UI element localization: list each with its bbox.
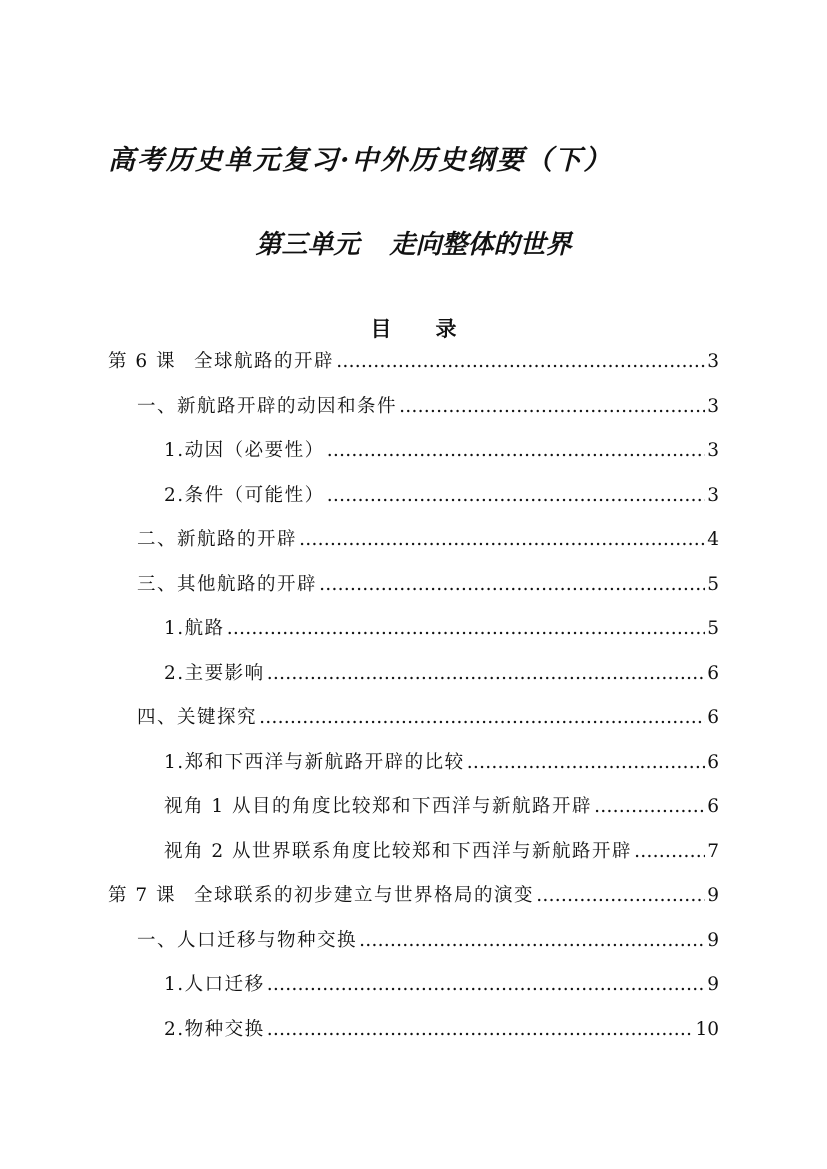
toc-leader-dots (267, 974, 706, 995)
toc-leader-dots (336, 351, 705, 372)
toc-entry[interactable] (164, 792, 719, 822)
toc-leader-dots (227, 618, 706, 639)
toc-entry-text (164, 436, 325, 462)
toc-page-number: 5 (707, 618, 719, 639)
toc-entry[interactable] (108, 347, 719, 377)
toc-entry-text (137, 703, 257, 729)
toc-page-number: 9 (707, 974, 719, 995)
toc-entry-text (137, 392, 397, 418)
toc-page-number: 6 (707, 707, 719, 728)
toc-page-number: 10 (695, 1018, 719, 1040)
toc-entry[interactable] (164, 659, 719, 689)
toc-page-number: 9 (707, 929, 719, 951)
toc-page-number: 6 (707, 796, 719, 817)
toc-entry-label: 第 6 课 (108, 351, 177, 372)
unit-title (0, 224, 827, 261)
toc-page-number: 3 (707, 395, 719, 417)
toc-entry-text (137, 926, 357, 952)
toc-entry-title: 二、新航路的开辟 (137, 529, 298, 550)
toc-leader-dots (267, 1019, 694, 1040)
main-title: 高考历史单元复习·中外历史纲要（下） (108, 145, 613, 176)
toc-page-number: 5 (707, 573, 719, 595)
toc-entry[interactable] (137, 703, 719, 733)
toc-page-number: 6 (707, 662, 719, 684)
toc-entry-title: 1.人口迁移 (164, 974, 265, 995)
toc-page-number: 7 (707, 840, 719, 862)
toc-heading-char-1: 目 (370, 316, 392, 341)
toc-page-number: 3 (707, 440, 719, 461)
toc-entry[interactable] (164, 837, 719, 867)
toc-leader-dots (267, 663, 706, 684)
toc-page-number: 9 (707, 885, 719, 906)
toc-entry-title: 四、关键探究 (137, 707, 258, 728)
toc-leader-dots (634, 841, 705, 862)
toc-entry-text (164, 748, 465, 774)
toc-entry[interactable] (108, 881, 719, 911)
toc-entry-title: 1.郑和下西洋与新航路开辟的比较 (164, 751, 465, 773)
toc-leader-dots (299, 529, 705, 550)
toc-entry-title: 1.航路 (164, 618, 225, 639)
toc-heading-char-2: 录 (435, 316, 457, 341)
toc-entry-text (164, 614, 225, 640)
toc-entry-text (164, 970, 265, 996)
unit-name: 走向整体的世界 (389, 230, 572, 260)
toc-entry[interactable] (164, 748, 719, 778)
toc-entry[interactable] (164, 481, 719, 511)
toc-entry-title: 2.物种交换 (164, 1018, 265, 1040)
toc-leader-dots (259, 707, 705, 728)
toc-entry-text (164, 1015, 265, 1041)
toc-page-number: 4 (707, 529, 719, 550)
toc-entry[interactable] (137, 570, 719, 600)
toc-entry-title: 全球航路的开辟 (194, 351, 335, 372)
toc-entry-title: 1.动因（必要性） (164, 440, 325, 461)
toc-leader-dots (319, 574, 705, 595)
toc-entry[interactable] (164, 614, 719, 644)
toc-leader-dots (327, 440, 706, 461)
toc-heading (0, 313, 827, 343)
toc-entry[interactable] (137, 392, 719, 422)
toc-entry-text (164, 659, 265, 685)
toc-entry-text (137, 525, 297, 551)
toc-entry[interactable] (137, 525, 719, 555)
toc-entry-title: 2.主要影响 (164, 662, 265, 684)
toc-entry-label: 第 7 课 (108, 885, 177, 906)
toc-entry-text (137, 570, 317, 596)
toc-page-number: 3 (707, 351, 719, 372)
toc-entry-title: 一、新航路开辟的动因和条件 (137, 395, 398, 417)
toc-entry-text (108, 881, 534, 907)
toc-entry-title: 一、人口迁移与物种交换 (137, 929, 358, 951)
toc-entry[interactable] (137, 926, 719, 956)
toc-entry-title: 视角 1 从目的角度比较郑和下西洋与新航路开辟 (164, 796, 593, 817)
toc-entry-title: 全球联系的初步建立与世界格局的演变 (194, 885, 535, 906)
unit-number: 第三单元 (255, 230, 360, 260)
toc-entry-title: 2.条件（可能性） (164, 484, 325, 506)
toc-leader-dots (594, 796, 705, 817)
toc-page-number: 6 (707, 751, 719, 773)
toc-entry[interactable] (164, 970, 719, 1000)
toc-entry-text (108, 347, 334, 373)
toc-entry-title: 三、其他航路的开辟 (137, 573, 318, 595)
toc-leader-dots (467, 752, 706, 773)
toc-leader-dots (327, 485, 706, 506)
toc-entry-text (164, 481, 325, 507)
toc-leader-dots (359, 930, 705, 951)
toc-entry[interactable] (164, 1015, 719, 1045)
toc-entry[interactable] (164, 436, 719, 466)
toc-entry-title: 视角 2 从世界联系角度比较郑和下西洋与新航路开辟 (164, 840, 633, 862)
toc-page-number: 3 (707, 484, 719, 506)
toc-leader-dots (399, 396, 705, 417)
toc-entry-text (164, 792, 592, 818)
toc-entry-text (164, 837, 632, 863)
toc-leader-dots (536, 885, 705, 906)
